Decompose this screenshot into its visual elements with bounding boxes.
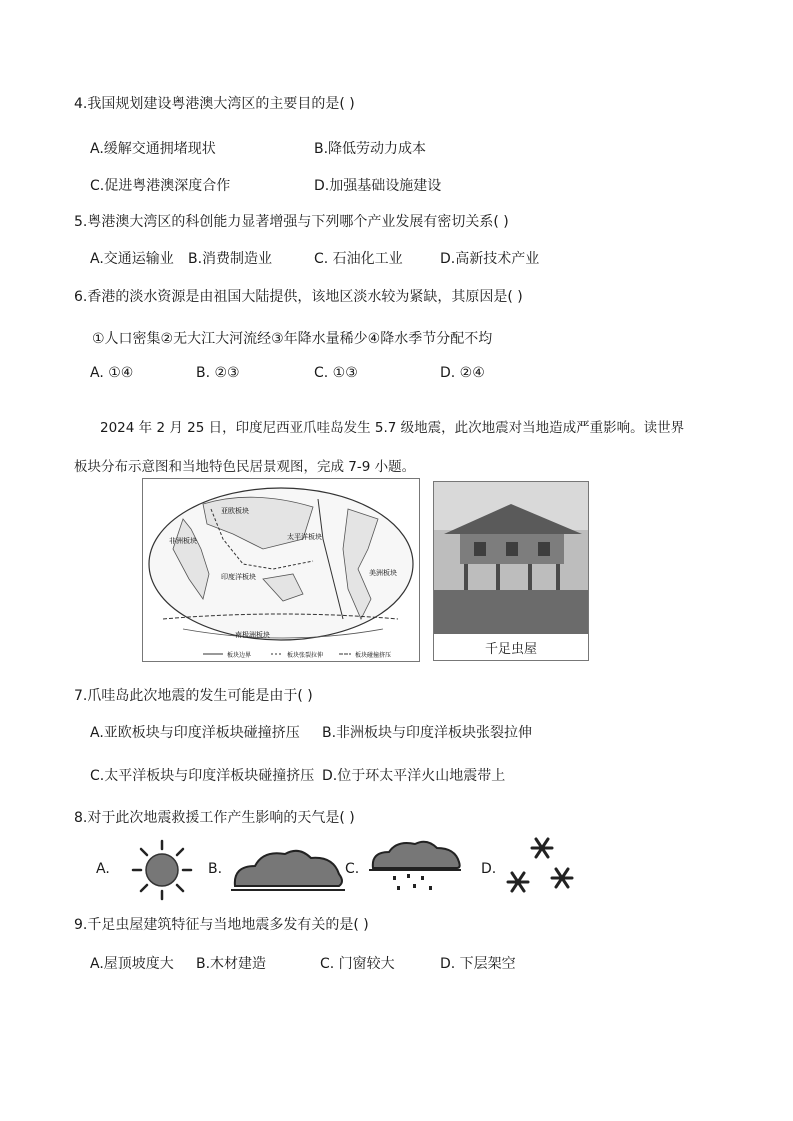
plate-label-american: 美洲板块 [369,569,397,577]
plate-label-antarctic: 南极洲板块 [235,631,270,639]
plate-label-eurasia: 亚欧板块 [221,507,249,515]
q9-option-d: D. 下层架空 [440,956,516,972]
q8-option-a-label: A. [96,861,110,877]
q7-option-d: D.位于环太平洋火山地震带上 [322,768,506,784]
q6-option-d: D. ②④ [440,365,485,381]
q5-stem: 5.粤港澳大湾区的科创能力显著增强与下列哪个产业发展有密切关系( ) [74,214,509,230]
window-2 [506,542,518,556]
q8-option-d-label: D. [481,861,497,877]
window-3 [538,542,550,556]
q9-option-a: A.屋顶坡度大 [90,956,174,972]
q4-option-a: A.缓解交通拥堵现状 [90,141,216,157]
legend-boundary: 板块边界 [227,652,252,659]
q9-option-b: B.木材建造 [196,956,267,972]
q8-option-c-label: C. [345,861,360,877]
passage-line-1: 2024 年 2 月 25 日，印度尼西亚爪哇岛发生 5.7 级地震，此次地震对当地造成严重影响。读世界 [100,420,685,436]
window-1 [474,542,486,556]
q4-stem: 4.我国规划建设粤港澳大湾区的主要目的是( ) [74,96,355,112]
q6-statements: ①人口密集②无大江大河流经③年降水量稀少④降水季节分配不均 [92,331,493,347]
cloudy-icon [229,844,347,894]
q7-option-a: A.亚欧板块与印度洋板块碰撞挤压 [90,725,300,741]
q5-option-b: B.消费制造业 [188,251,273,267]
q4-option-b: B.降低劳动力成本 [314,141,427,157]
house-photo [433,481,589,661]
q6-option-a: A. ①④ [90,365,134,381]
q7-option-c: C.太平洋板块与印度洋板块碰撞挤压 [90,768,315,784]
q7-stem: 7.爪哇岛此次地震的发生可能是由于( ) [74,688,313,704]
legend-rift: 板块张裂拉伸 [287,652,324,659]
q7-option-b: B.非洲板块与印度洋板块张裂拉伸 [322,725,533,741]
plate-label-indian: 印度洋板块 [221,573,256,581]
q9-option-c: C. 门窗较大 [320,956,395,972]
plate-label-pacific: 太平洋板块 [287,533,322,541]
q8-stem: 8.对于此次地震救援工作产生影响的天气是( ) [74,810,355,826]
q4-option-c: C.促进粤港澳深度合作 [90,178,231,194]
q5-option-a: A.交通运输业 [90,251,174,267]
vegetation [434,590,588,634]
q6-option-b: B. ②③ [196,365,240,381]
q6-stem: 6.香港的淡水资源是由祖国大陆提供，该地区淡水较为紧缺，其原因是( ) [74,289,523,305]
plate-map-graphic [143,479,419,661]
q4-option-d: D.加强基础设施建设 [314,178,442,194]
q8-option-b-label: B. [208,861,223,877]
q6-option-c: C. ①③ [314,365,358,381]
q5-option-d: D.高新技术产业 [440,251,540,267]
q5-option-c: C. 石油化工业 [314,251,403,267]
q9-stem: 9.千足虫屋建筑特征与当地地震多发有关的是( ) [74,917,369,933]
legend-collision: 板块碰撞挤压 [355,652,392,659]
snow-icon [500,832,584,900]
rain-icon [367,838,463,894]
stilt-house-graphic [434,482,588,634]
photo-caption: 千足虫屋 [484,642,537,657]
sunny-icon [126,838,198,902]
world-plate-map [142,478,420,662]
plate-label-africa: 非洲板块 [169,537,197,545]
passage-line-2: 板块分布示意图和当地特色民居景观图，完成 7-9 小题。 [74,459,416,475]
